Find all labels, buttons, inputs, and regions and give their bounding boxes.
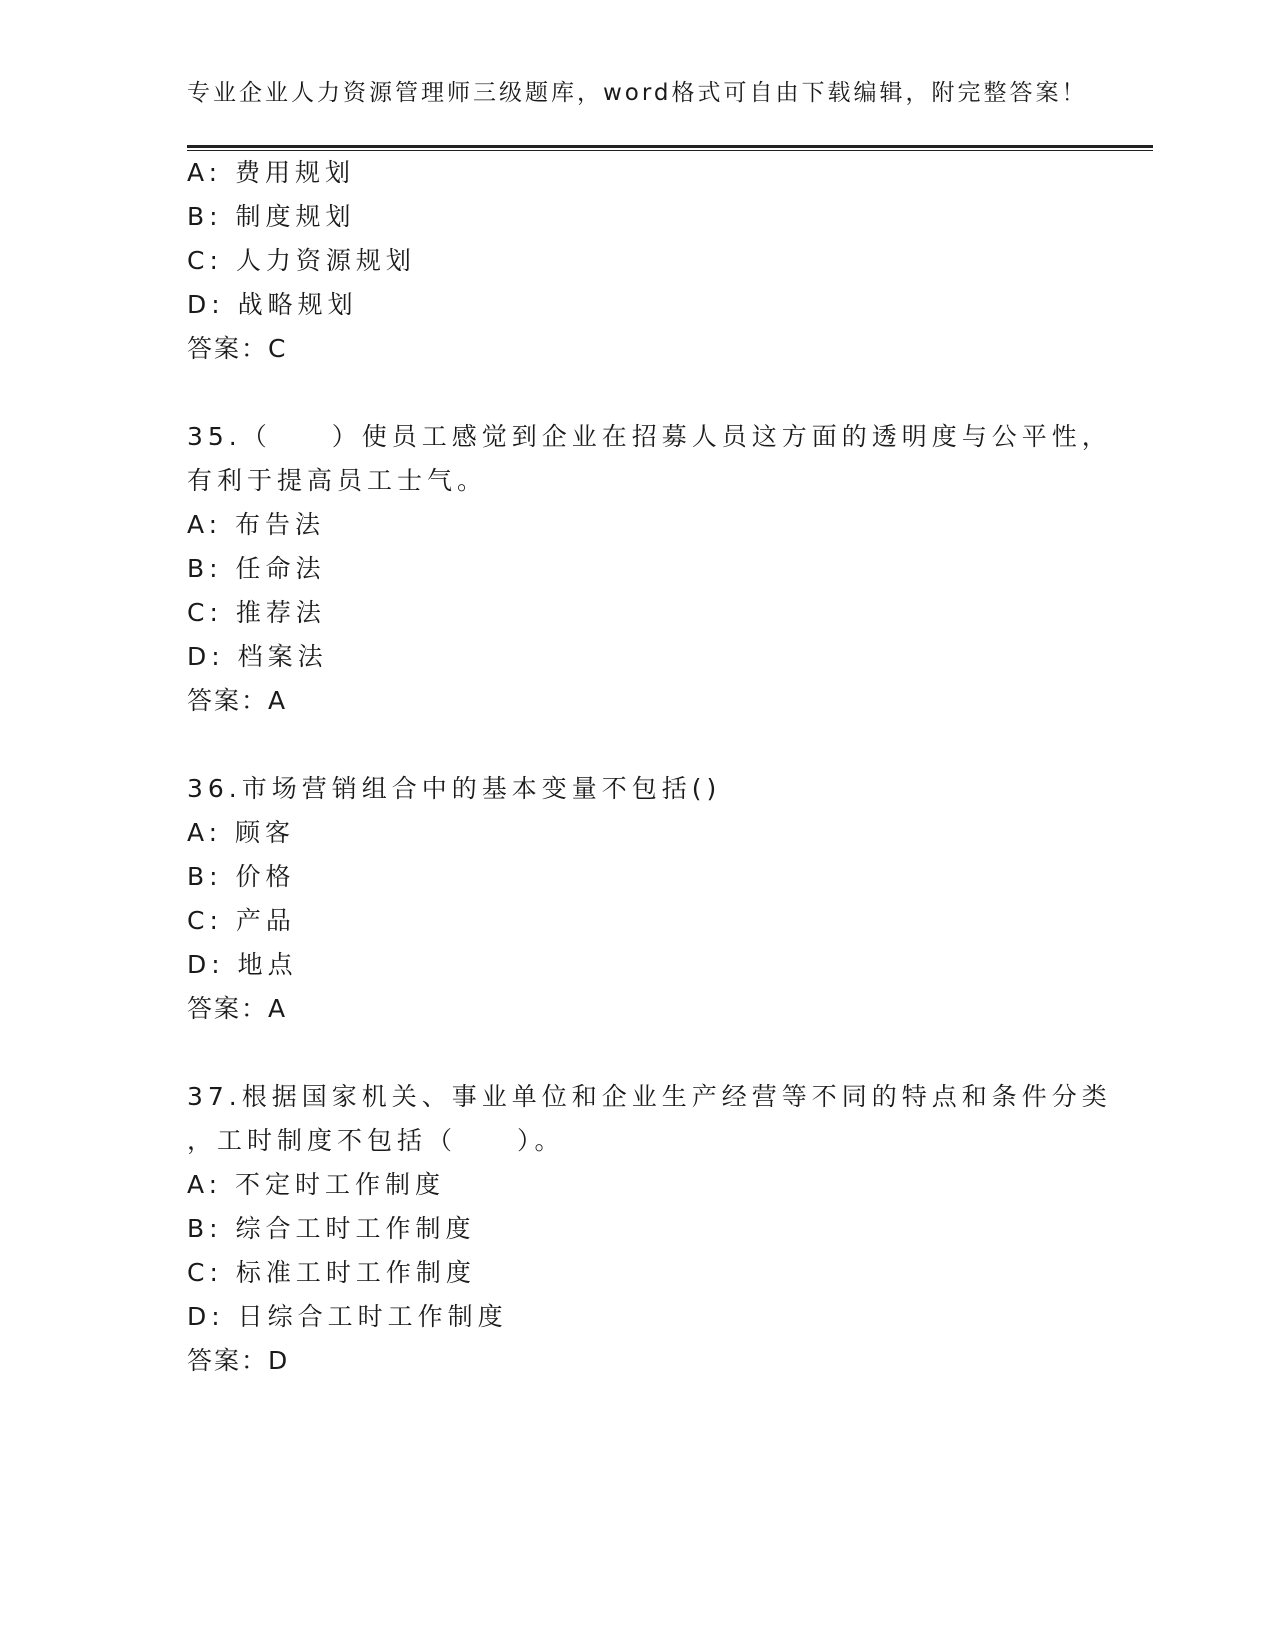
option-d: D: 战略规划 <box>187 290 358 319</box>
option-c: C: 人力资源规划 <box>187 246 416 275</box>
option-b: B: 制度规划 <box>187 202 356 231</box>
question-35-stem-continued: 有利于提高员工士气。 <box>187 466 488 495</box>
answer-line: 答案：D <box>187 1346 290 1375</box>
option-a: A: 不定时工作制度 <box>187 1170 446 1199</box>
option-d: D: 档案法 <box>187 642 328 671</box>
header-divider <box>187 145 1153 151</box>
option-c: C: 标准工时工作制度 <box>187 1258 476 1287</box>
option-b: B: 任命法 <box>187 554 326 583</box>
option-b: B: 价格 <box>187 862 296 891</box>
option-d: D: 日综合工时工作制度 <box>187 1302 508 1331</box>
question-37-stem: 37.根据国家机关、事业单位和企业生产经营等不同的特点和条件分类 <box>187 1082 1112 1111</box>
answer-line: 答案：A <box>187 686 288 715</box>
option-c: C: 产品 <box>187 906 296 935</box>
question-36-stem: 36.市场营销组合中的基本变量不包括() <box>187 774 722 803</box>
option-d: D: 地点 <box>187 950 298 979</box>
question-35-stem: 35.（ ）使员工感觉到企业在招募人员这方面的透明度与公平性， <box>187 422 1112 451</box>
answer-line: 答案：A <box>187 994 288 1023</box>
answer-line: 答案：C <box>187 334 288 363</box>
option-b: B: 综合工时工作制度 <box>187 1214 476 1243</box>
question-37-stem-continued: ，工时制度不包括（ ）。 <box>187 1126 565 1155</box>
option-a: A: 布告法 <box>187 510 326 539</box>
page-header-title: 专业企业人力资源管理师三级题库，word格式可自由下载编辑，附完整答案！ <box>187 80 1088 106</box>
option-a: A: 顾客 <box>187 818 296 847</box>
option-c: C: 推荐法 <box>187 598 326 627</box>
option-a: A: 费用规划 <box>187 158 356 187</box>
